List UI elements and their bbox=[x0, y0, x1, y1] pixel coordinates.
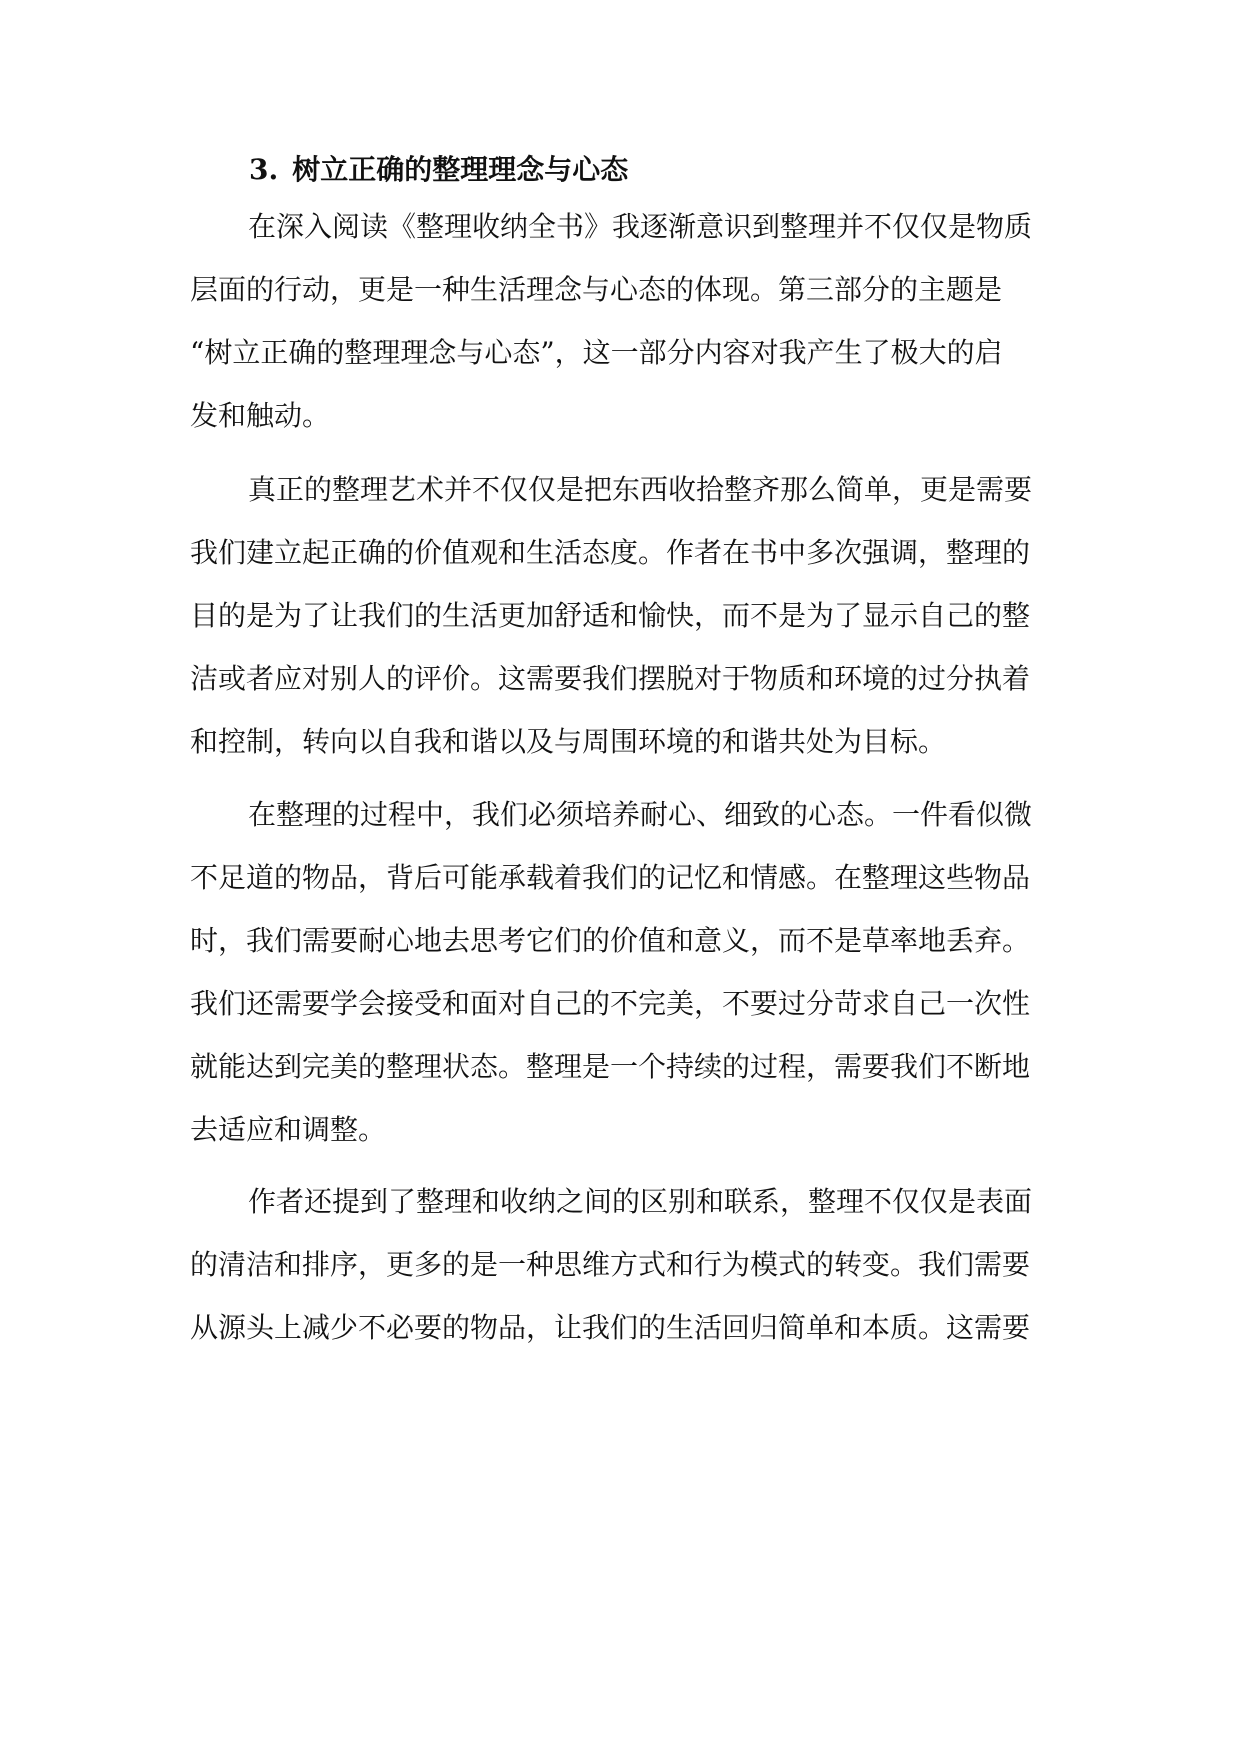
paragraph-line: 在整理的过程中，我们必须培养耐心、细致的心态。一件看似微 bbox=[248, 798, 1033, 831]
section-title: 树立正确的整理理念与心态 bbox=[292, 153, 629, 186]
paragraph-line: 就能达到完美的整理状态。整理是一个持续的过程，需要我们不断地 bbox=[190, 1050, 1031, 1083]
paragraph-line: 层面的行动，更是一种生活理念与心态的体现。第三部分的主题是 bbox=[190, 273, 1003, 306]
paragraph-line: 目的是为了让我们的生活更加舒适和愉快，而不是为了显示自己的整 bbox=[190, 599, 1031, 632]
paragraph-line: 从源头上减少不必要的物品，让我们的生活回归简单和本质。这需要 bbox=[190, 1311, 1031, 1344]
paragraph-line: 我们建立起正确的价值观和生活态度。作者在书中多次强调，整理的 bbox=[190, 536, 1031, 569]
paragraph-line: 在深入阅读《整理收纳全书》我逐渐意识到整理并不仅仅是物质 bbox=[248, 210, 1033, 243]
paragraph-line: 作者还提到了整理和收纳之间的区别和联系，整理不仅仅是表面 bbox=[248, 1185, 1033, 1218]
paragraph-line: 的清洁和排序，更多的是一种思维方式和行为模式的转变。我们需要 bbox=[190, 1248, 1031, 1281]
section-heading bbox=[249, 150, 628, 190]
paragraph-line: 和控制，转向以自我和谐以及与周围环境的和谐共处为目标。 bbox=[190, 725, 947, 758]
paragraph-line: 我们还需要学会接受和面对自己的不完美，不要过分苛求自己一次性 bbox=[190, 987, 1031, 1020]
paragraph-line: 发和触动。 bbox=[190, 399, 331, 432]
paragraph-line: 时，我们需要耐心地去思考它们的价值和意义，而不是草率地丢弃。 bbox=[190, 924, 1031, 957]
section-number: 3. bbox=[249, 153, 279, 186]
paragraph-line: 洁或者应对别人的评价。这需要我们摆脱对于物质和环境的过分执着 bbox=[190, 662, 1031, 695]
paragraph-line: 去适应和调整。 bbox=[190, 1113, 387, 1146]
paragraph-line: 真正的整理艺术并不仅仅是把东西收拾整齐那么简单，更是需要 bbox=[248, 473, 1033, 506]
paragraph-line: 不足道的物品，背后可能承载着我们的记忆和情感。在整理这些物品 bbox=[190, 861, 1031, 894]
paragraph-line: “树立正确的整理理念与心态”，这一部分内容对我产生了极大的启 bbox=[190, 336, 1003, 369]
